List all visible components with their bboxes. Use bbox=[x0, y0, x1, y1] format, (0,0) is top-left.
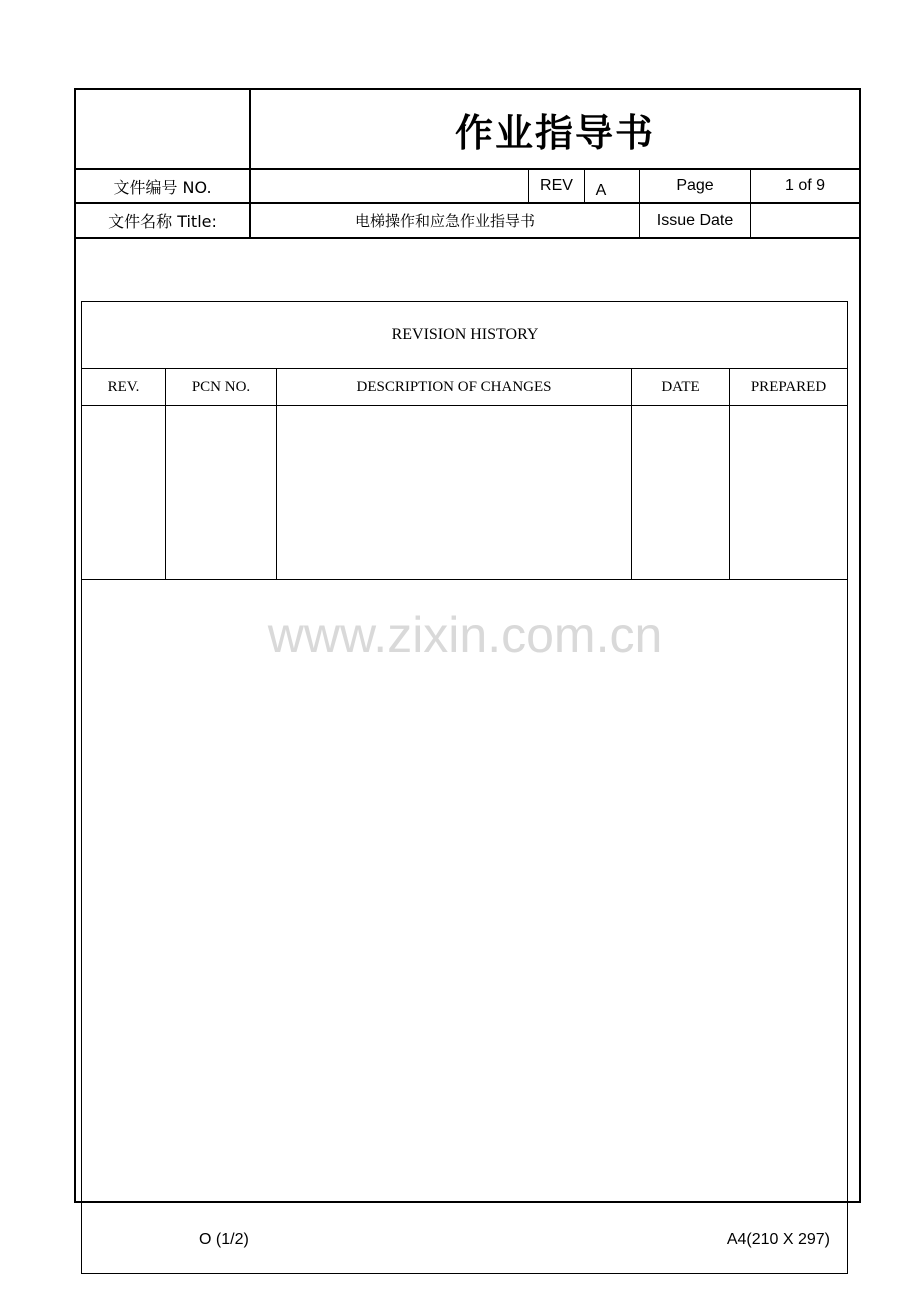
document-title: 作业指导书 bbox=[454, 110, 655, 155]
column-header-pcn-no: PCN NO. bbox=[191, 378, 251, 395]
column-header-date: DATE bbox=[661, 378, 700, 395]
revision-history-title: REVISION HISTORY bbox=[391, 326, 539, 343]
issue-date-label: Issue Date bbox=[656, 211, 734, 229]
watermark: www.zixin.com.cn bbox=[267, 607, 663, 663]
page-value: 1 of 9 bbox=[784, 177, 826, 194]
rev-value: A bbox=[595, 182, 607, 199]
header-rule-3 bbox=[74, 237, 861, 239]
doc-number-value bbox=[251, 170, 528, 202]
doc-name-value: 电梯操作和应急作业指导书 bbox=[354, 212, 535, 230]
paper-size: A4(210 X 297) bbox=[726, 1231, 830, 1248]
column-header-description: DESCRIPTION OF CHANGES bbox=[356, 378, 552, 395]
column-header-rev: REV. bbox=[107, 378, 140, 395]
issue-date-value bbox=[751, 204, 859, 237]
form-code: O (1/2) bbox=[199, 1231, 249, 1248]
revision-history-box bbox=[81, 301, 848, 1274]
page-label: Page bbox=[676, 177, 714, 194]
rev-label: REV bbox=[540, 177, 573, 194]
revision-header-rule bbox=[81, 405, 848, 406]
doc-name-label: 文件名称 Title: bbox=[108, 212, 217, 231]
revision-table-bottom bbox=[81, 579, 848, 580]
doc-number-label: 文件编号 NO. bbox=[113, 177, 212, 197]
column-header-prepared: PREPARED bbox=[750, 378, 827, 395]
